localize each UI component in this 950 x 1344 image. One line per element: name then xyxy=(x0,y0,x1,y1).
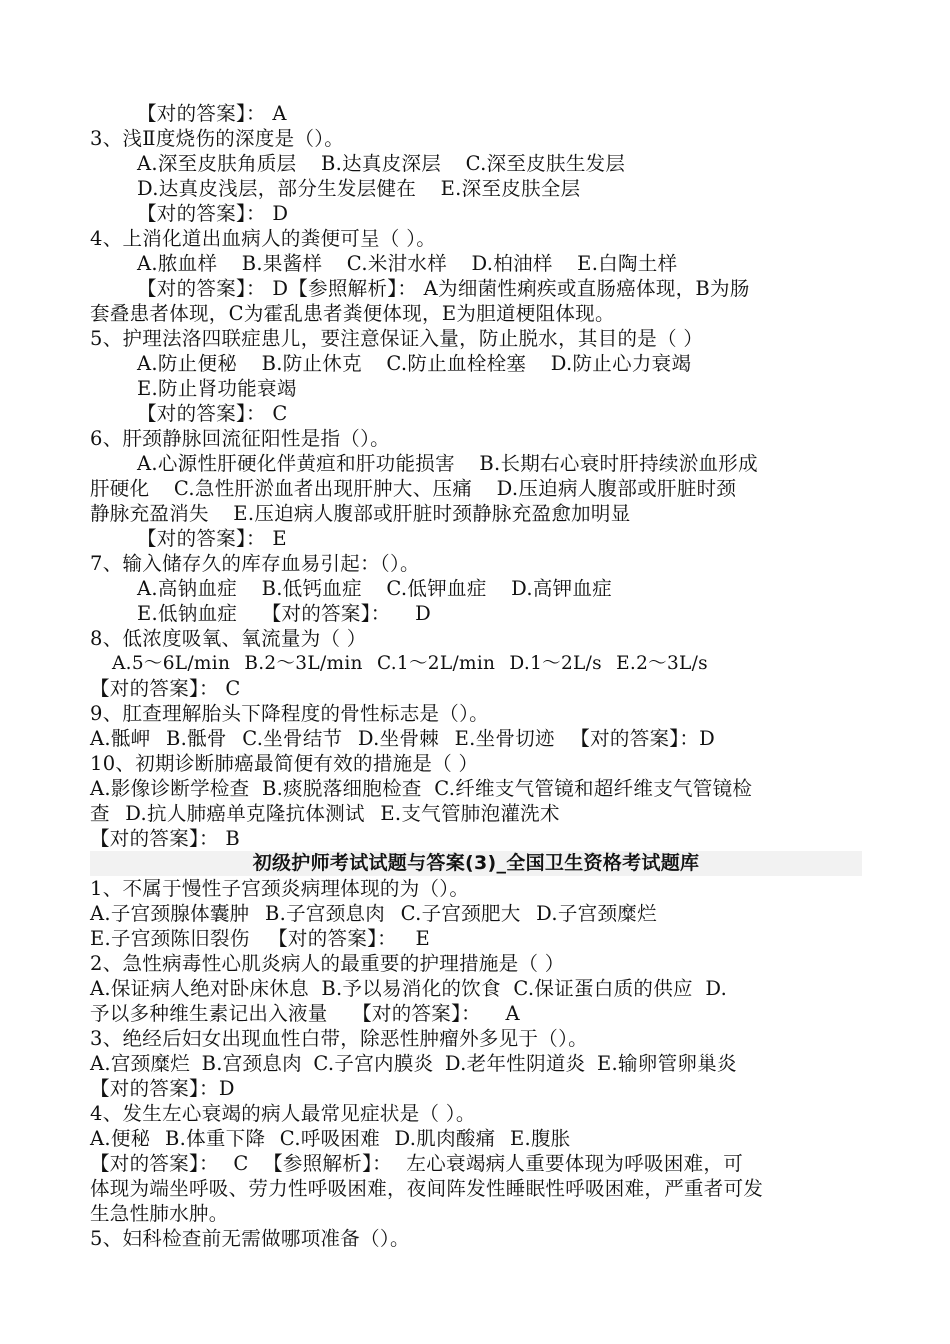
option-line: 予以多种维生素记出入液量 【对的答案】： A xyxy=(90,1002,520,1025)
answer-line: 【对的答案】： D xyxy=(137,202,289,225)
question-line: 4、上消化道出血病人的粪便可呈（ ）。 xyxy=(90,227,437,250)
option-line: A.便秘 B.体重下降 C.呼吸困难 D.肌肉酸痛 E.腹胀 xyxy=(90,1127,571,1150)
option-line: A.深至皮肤角质层 B.达真皮深层 C.深至皮肤生发层 xyxy=(137,152,626,175)
question-line: 8、低浓度吸氧、氧流量为（ ） xyxy=(90,627,367,650)
question-line: 6、肝颈静脉回流征阳性是指（）。 xyxy=(90,427,390,450)
question-line: 3、浅Ⅱ度烧伤的深度是（）。 xyxy=(90,127,345,150)
answer-line: 【对的答案】： A xyxy=(137,102,287,125)
answer-line: 【对的答案】： C xyxy=(137,402,288,425)
option-line: D.达真皮浅层，部分生发层健在 E.深至皮肤全层 xyxy=(137,177,581,200)
question-line: 7、输入储存久的库存血易引起：（）。 xyxy=(90,552,420,575)
option-line: E.低钠血症 【对的答案】： D xyxy=(137,602,432,625)
option-line: E.防止肾功能衰竭 xyxy=(137,377,297,400)
question-line: 10、初期诊断肺癌最简便有效的措施是（ ） xyxy=(90,752,479,775)
option-line: A.防止便秘 B.防止休克 C.防止血栓栓塞 D.防止心力衰竭 xyxy=(137,352,692,375)
answer-line: 【对的答案】： C 【参照解析】： 左心衰竭病人重要体现为呼吸困难，可 xyxy=(90,1152,744,1175)
question-line: 2、急性病毒性心肌炎病人的最重要的护理措施是（ ） xyxy=(90,952,565,975)
option-line: A.骶岬 B.骶骨 C.坐骨结节 D.坐骨棘 E.坐骨切迹 【对的答案】：D xyxy=(90,727,716,750)
option-line: 静脉充盈消失 E.压迫病人腹部或肝脏时颈静脉充盈愈加明显 xyxy=(90,502,631,525)
option-line: A.5～6L/min B.2～3L/min C.1～2L/min D.1～2L/s E.2～3L/s xyxy=(112,653,708,674)
answer-line: 【对的答案】： E xyxy=(137,527,287,550)
option-line: 查 D.抗人肺癌单克隆抗体测试 E.支气管肺泡灌洗术 xyxy=(90,802,560,825)
answer-line: 【对的答案】： D【参照解析】： A为细菌性痢疾或直肠癌体现，B为肠 xyxy=(137,277,750,300)
answer-line: 【对的答案】： C xyxy=(90,677,241,700)
option-line: 肝硬化 C.急性肝淤血者出现肝肿大、压痛 D.压迫病人腹部或肝脏时颈 xyxy=(90,477,737,500)
answer-line: 【对的答案】：D xyxy=(90,1077,235,1100)
explanation-line: 体现为端坐呼吸、劳力性呼吸困难，夜间阵发性睡眠性呼吸困难，严重者可发 xyxy=(90,1177,764,1200)
answer-line: 【对的答案】： B xyxy=(90,827,240,850)
option-line: A.宫颈糜烂 B.宫颈息肉 C.子宫内膜炎 D.老年性阴道炎 E.输卵管卵巢炎 xyxy=(90,1052,737,1075)
option-line: A.高钠血症 B.低钙血症 C.低钾血症 D.高钾血症 xyxy=(137,577,613,600)
question-line: 1、不属于慢性子宫颈炎病理体现的为（）。 xyxy=(90,877,470,900)
question-line: 4、发生左心衰竭的病人最常见症状是（ ）。 xyxy=(90,1102,476,1125)
option-line: A.保证病人绝对卧床休息 B.予以易消化的饮食 C.保证蛋白质的供应 D. xyxy=(90,977,728,1000)
option-line: A.心源性肝硬化伴黄疸和肝功能损害 B.长期右心衰时肝持续淤血形成 xyxy=(137,452,758,475)
explanation-line: 套叠患者体现，C为霍乱患者粪便体现，E为胆道梗阻体现。 xyxy=(90,302,615,325)
section-title: 初级护师考试试题与答案(3)_全国卫生资格考试题库 xyxy=(90,851,862,876)
question-line: 5、妇科检查前无需做哪项准备（）。 xyxy=(90,1227,410,1250)
question-line: 3、绝经后妇女出现血性白带，除恶性肿瘤外多见于（）。 xyxy=(90,1027,588,1050)
explanation-line: 生急性肺水肿。 xyxy=(90,1202,229,1225)
option-line: A.脓血样 B.果酱样 C.米泔水样 D.柏油样 E.白陶土样 xyxy=(137,252,678,275)
option-line: E.子宫颈陈旧裂伤 【对的答案】： E xyxy=(90,927,431,950)
option-line: A.影像诊断学检查 B.痰脱落细胞检查 C.纤维支气管镜和超纤维支气管镜检 xyxy=(90,777,753,800)
question-line: 9、肛查理解胎头下降程度的骨性标志是（）。 xyxy=(90,702,489,725)
question-line: 5、护理法洛四联症患儿，要注意保证入量，防止脱水，其目的是（ ） xyxy=(90,327,704,350)
option-line: A.子宫颈腺体囊肿 B.子宫颈息肉 C.子宫颈肥大 D.子宫颈糜烂 xyxy=(90,902,657,925)
